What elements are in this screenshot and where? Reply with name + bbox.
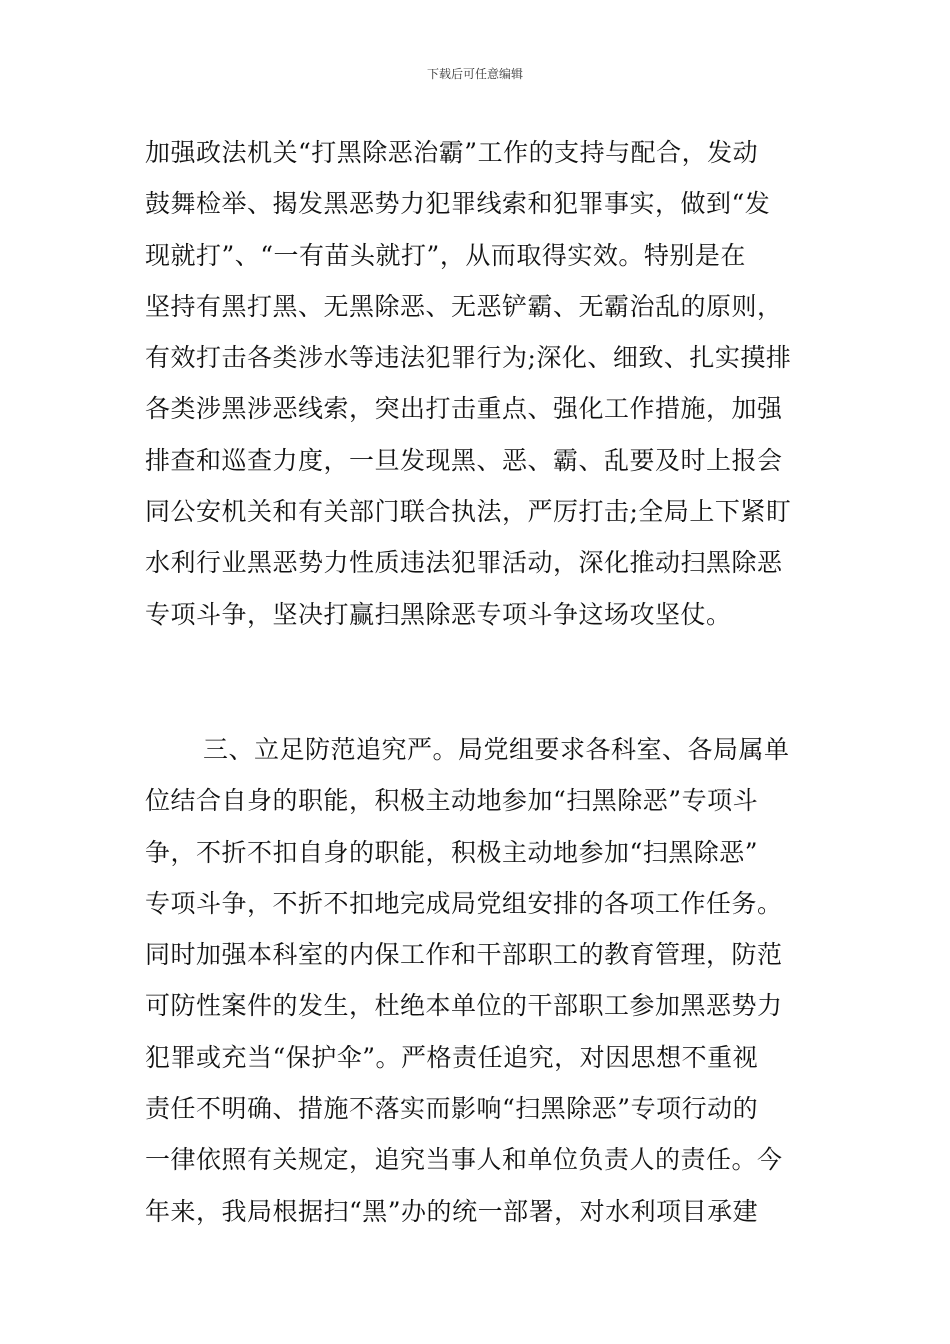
- text-line: 有效打击各类涉水等违法犯罪行为;深化、细致、扎实摸排: [145, 343, 792, 373]
- text-line: 专项斗争，坚决打赢扫黑除恶专项斗争这场攻坚仗。: [145, 599, 732, 629]
- text-line: 水利行业黑恶势力性质违法犯罪活动，深化推动扫黑除恶: [145, 548, 783, 578]
- text-line: 同公安机关和有关部门联合执法，严厉打击;全局上下紧盯: [145, 497, 792, 527]
- text-line: 责任不明确、措施不落实而影响“扫黑除恶”专项行动的: [145, 1094, 759, 1124]
- text-line: 争，不折不扣自身的职能，积极主动地参加“扫黑除恶”: [145, 837, 759, 867]
- text-line: 专项斗争，不折不扣地完成局党组安排的各项工作任务。: [145, 888, 783, 918]
- text-line: 犯罪或充当“保护伞”。严格责任追究，对因思想不重视: [145, 1042, 759, 1072]
- text-line: 三、立足防范追究严。局党组要求各科室、各局属单: [203, 735, 790, 764]
- text-line: 加强政法机关“打黑除恶治霸”工作的支持与配合，发动: [145, 138, 759, 167]
- text-line: 位结合自身的职能，积极主动地参加“扫黑除恶”专项斗: [145, 786, 759, 816]
- text-line: 可防性案件的发生，杜绝本单位的干部职工参加黑恶势力: [145, 991, 783, 1021]
- text-line: 坚持有黑打黑、无黑除恶、无恶铲霸、无霸治乱的原则，: [145, 291, 783, 321]
- text-line: 各类涉黑涉恶线索，突出打击重点、强化工作措施，加强: [145, 394, 783, 424]
- text-line: 同时加强本科室的内保工作和干部职工的教育管理，防范: [145, 940, 783, 970]
- text-line: 鼓舞检举、揭发黑恶势力犯罪线索和犯罪事实，做到“发: [145, 189, 771, 219]
- page-header: 下载后可任意编辑: [426, 67, 523, 81]
- paragraph-2: [145, 724, 807, 1237]
- paragraph-1: [145, 127, 807, 640]
- text-line: 现就打”、“一有苗头就打”，从而取得实效。特别是在: [145, 240, 746, 270]
- text-line: 年来，我局根据扫“黑”办的统一部署，对水利项目承建: [145, 1196, 759, 1226]
- text-line: 排查和巡查力度，一旦发现黑、恶、霸、乱要及时上报会: [145, 445, 783, 475]
- text-line: 一律依照有关规定，追究当事人和单位负责人的责任。今: [145, 1145, 783, 1175]
